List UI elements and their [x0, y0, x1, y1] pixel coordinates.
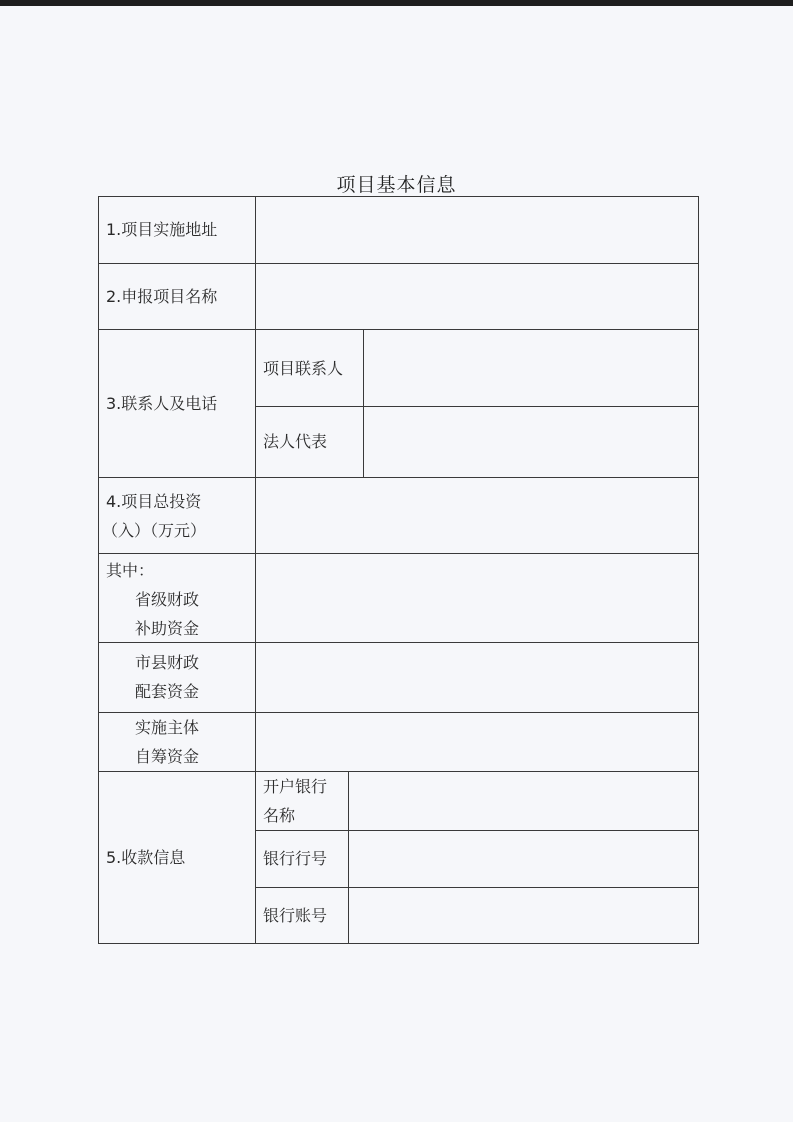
contact-sub-divider: [363, 329, 364, 478]
self-funds-label: 实施主体: [135, 718, 200, 737]
table-border-bottom: [98, 943, 699, 944]
row-divider: [255, 887, 699, 888]
municipal-funds-label: 市县财政: [135, 653, 200, 672]
row-divider: [98, 263, 699, 264]
bank-account-label: 银行账号: [263, 906, 328, 925]
contact-person-label: 项目联系人: [263, 359, 344, 378]
row-divider: [255, 406, 699, 407]
table-border-right: [698, 196, 699, 944]
bank-code-field[interactable]: [350, 832, 697, 886]
contact-label: 3.联系人及电话: [106, 394, 218, 413]
address-label: 1.项目实施地址: [106, 220, 218, 239]
bank-account-field[interactable]: [350, 889, 697, 942]
row-divider: [98, 477, 699, 478]
row-divider: [98, 553, 699, 554]
self-funds-label-2: 自筹资金: [135, 747, 200, 766]
bank-name-label: 开户银行: [263, 777, 328, 796]
table-border-top: [98, 196, 699, 197]
page-title: 项目基本信息: [336, 174, 457, 196]
provincial-funds-field[interactable]: [257, 555, 697, 641]
municipal-funds-label-2: 配套资金: [135, 682, 200, 701]
provincial-funds-label: 省级财政: [135, 590, 200, 609]
label-column-divider: [255, 196, 256, 944]
bank-code-label: 银行行号: [263, 849, 328, 868]
investment-label: 4.项目总投资: [106, 492, 202, 511]
investment-label-unit: （入）（万元）: [102, 521, 207, 540]
contact-person-field[interactable]: [365, 331, 697, 405]
address-field[interactable]: [257, 198, 697, 262]
row-divider: [255, 830, 699, 831]
bank-name-label-2: 名称: [263, 806, 296, 825]
legal-rep-field[interactable]: [365, 408, 697, 476]
row-divider: [98, 771, 699, 772]
project-name-field[interactable]: [257, 265, 697, 328]
payment-sub-divider: [348, 771, 349, 944]
provincial-funds-label-2: 补助资金: [135, 619, 200, 638]
municipal-funds-field[interactable]: [257, 644, 697, 711]
project-name-label: 2.申报项目名称: [106, 287, 218, 306]
row-divider: [98, 329, 699, 330]
legal-rep-label: 法人代表: [263, 432, 328, 451]
bank-name-field[interactable]: [350, 773, 697, 829]
investment-field[interactable]: [257, 479, 697, 552]
self-funds-field[interactable]: [257, 714, 697, 770]
of-which-label: 其中：: [106, 561, 155, 580]
payment-label: 5.收款信息: [106, 848, 186, 867]
table-border-left: [98, 196, 99, 944]
